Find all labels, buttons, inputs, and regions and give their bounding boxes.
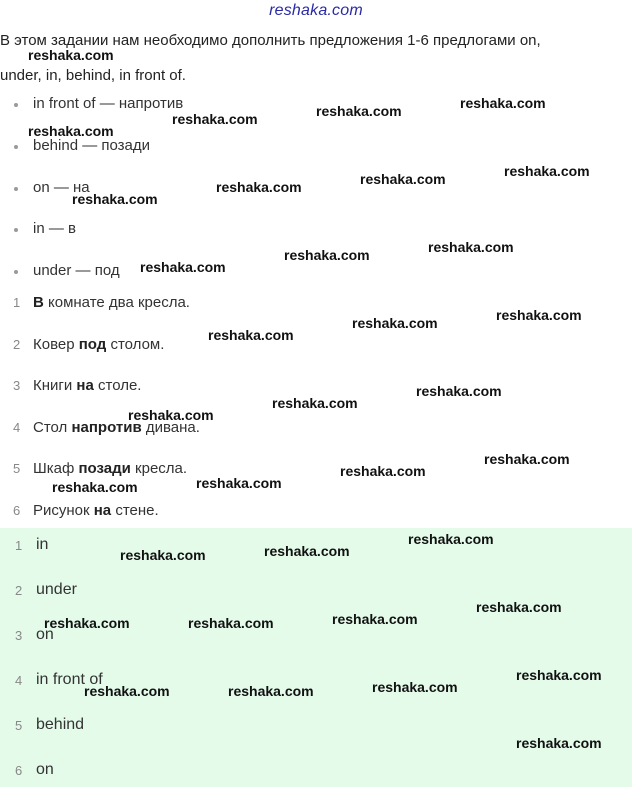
sentence-highlight: напротив [71, 419, 142, 436]
watermark: reshaka.com [340, 463, 426, 479]
watermark: reshaka.com [228, 683, 314, 699]
watermark: reshaka.com [140, 259, 226, 275]
answer-text: in front of [36, 671, 103, 688]
watermark: reshaka.com [52, 479, 138, 495]
sentence-text: Шкаф позади кресла. [33, 460, 188, 477]
watermark: reshaka.com [484, 451, 570, 467]
sentence-highlight: В [33, 294, 44, 311]
watermark: reshaka.com [504, 163, 590, 179]
watermark: reshaka.com [272, 395, 358, 411]
answer-number: 3 [15, 628, 23, 643]
sentence-text: Ковер под столом. [33, 336, 165, 353]
answer-text: behind [36, 716, 85, 733]
answer-text: on [36, 761, 54, 778]
sentence-number: 1 [13, 295, 21, 310]
glossary-text: under — под [33, 262, 120, 279]
intro-text [0, 30, 628, 86]
sentence-highlight: на [93, 502, 112, 519]
answer-text: in [36, 536, 49, 553]
watermark: reshaka.com [496, 307, 582, 323]
watermark: reshaka.com [128, 407, 214, 423]
watermark: reshaka.com [516, 735, 602, 751]
watermark: reshaka.com [28, 47, 114, 63]
sentence-highlight: под [78, 336, 107, 353]
watermark: reshaka.com [216, 179, 302, 195]
watermark: reshaka.com [284, 247, 370, 263]
glossary-text: in — в [33, 220, 76, 237]
bullet-icon [14, 270, 18, 274]
watermark: reshaka.com [172, 111, 258, 127]
watermark: reshaka.com [476, 599, 562, 615]
glossary-text: on — на [33, 179, 90, 196]
site-title[interactable]: reshaka.com [269, 2, 363, 19]
sentence-number: 3 [13, 378, 21, 393]
watermark: reshaka.com [352, 315, 438, 331]
sentence-number: 2 [13, 337, 21, 352]
watermark: reshaka.com [196, 475, 282, 491]
watermark: reshaka.com [416, 383, 502, 399]
sentence-text: В комнате два кресла. [33, 294, 190, 311]
watermark: reshaka.com [28, 123, 114, 139]
sentence-number: 6 [13, 503, 21, 518]
sentence-number: 4 [13, 420, 21, 435]
watermark: reshaka.com [208, 327, 294, 343]
sentence-number: 5 [13, 461, 21, 476]
watermark: reshaka.com [120, 547, 206, 563]
sentence-highlight: на [76, 377, 94, 394]
bullet-icon [14, 103, 18, 107]
watermark: reshaka.com [72, 191, 158, 207]
watermark: reshaka.com [460, 95, 546, 111]
intro-line-2: under, in, behind, in front of. [0, 67, 186, 84]
intro-line-1: В этом задании нам необходимо дополнить предложения 1-6 предлогами on, [0, 32, 541, 49]
answer-number: 4 [15, 673, 23, 688]
answer-text: on [36, 626, 54, 643]
answer-number: 5 [15, 718, 23, 733]
watermark: reshaka.com [316, 103, 402, 119]
watermark: reshaka.com [360, 171, 446, 187]
watermark: reshaka.com [84, 683, 170, 699]
sentence-text: Стол напротив дивана. [33, 419, 200, 436]
watermark: reshaka.com [516, 667, 602, 683]
watermark: reshaka.com [408, 531, 494, 547]
sentence-text: Книги на столе. [33, 377, 142, 394]
watermark: reshaka.com [44, 615, 130, 631]
answers-panel [0, 528, 632, 787]
watermark: reshaka.com [428, 239, 514, 255]
answer-number: 1 [15, 538, 23, 553]
watermark: reshaka.com [264, 543, 350, 559]
sentence-highlight: позади [78, 460, 131, 477]
answer-text: under [36, 581, 77, 598]
watermark: reshaka.com [332, 611, 418, 627]
answer-number: 6 [15, 763, 23, 778]
watermark: reshaka.com [372, 679, 458, 695]
bullet-icon [14, 228, 18, 232]
watermark: reshaka.com [188, 615, 274, 631]
sentence-text: Рисунок на стене. [33, 502, 159, 519]
bullet-icon [14, 187, 18, 191]
glossary-text: in front of — напротив [33, 95, 184, 112]
glossary-text: behind — позади [33, 137, 151, 154]
answer-number: 2 [15, 583, 23, 598]
bullet-icon [14, 145, 18, 149]
